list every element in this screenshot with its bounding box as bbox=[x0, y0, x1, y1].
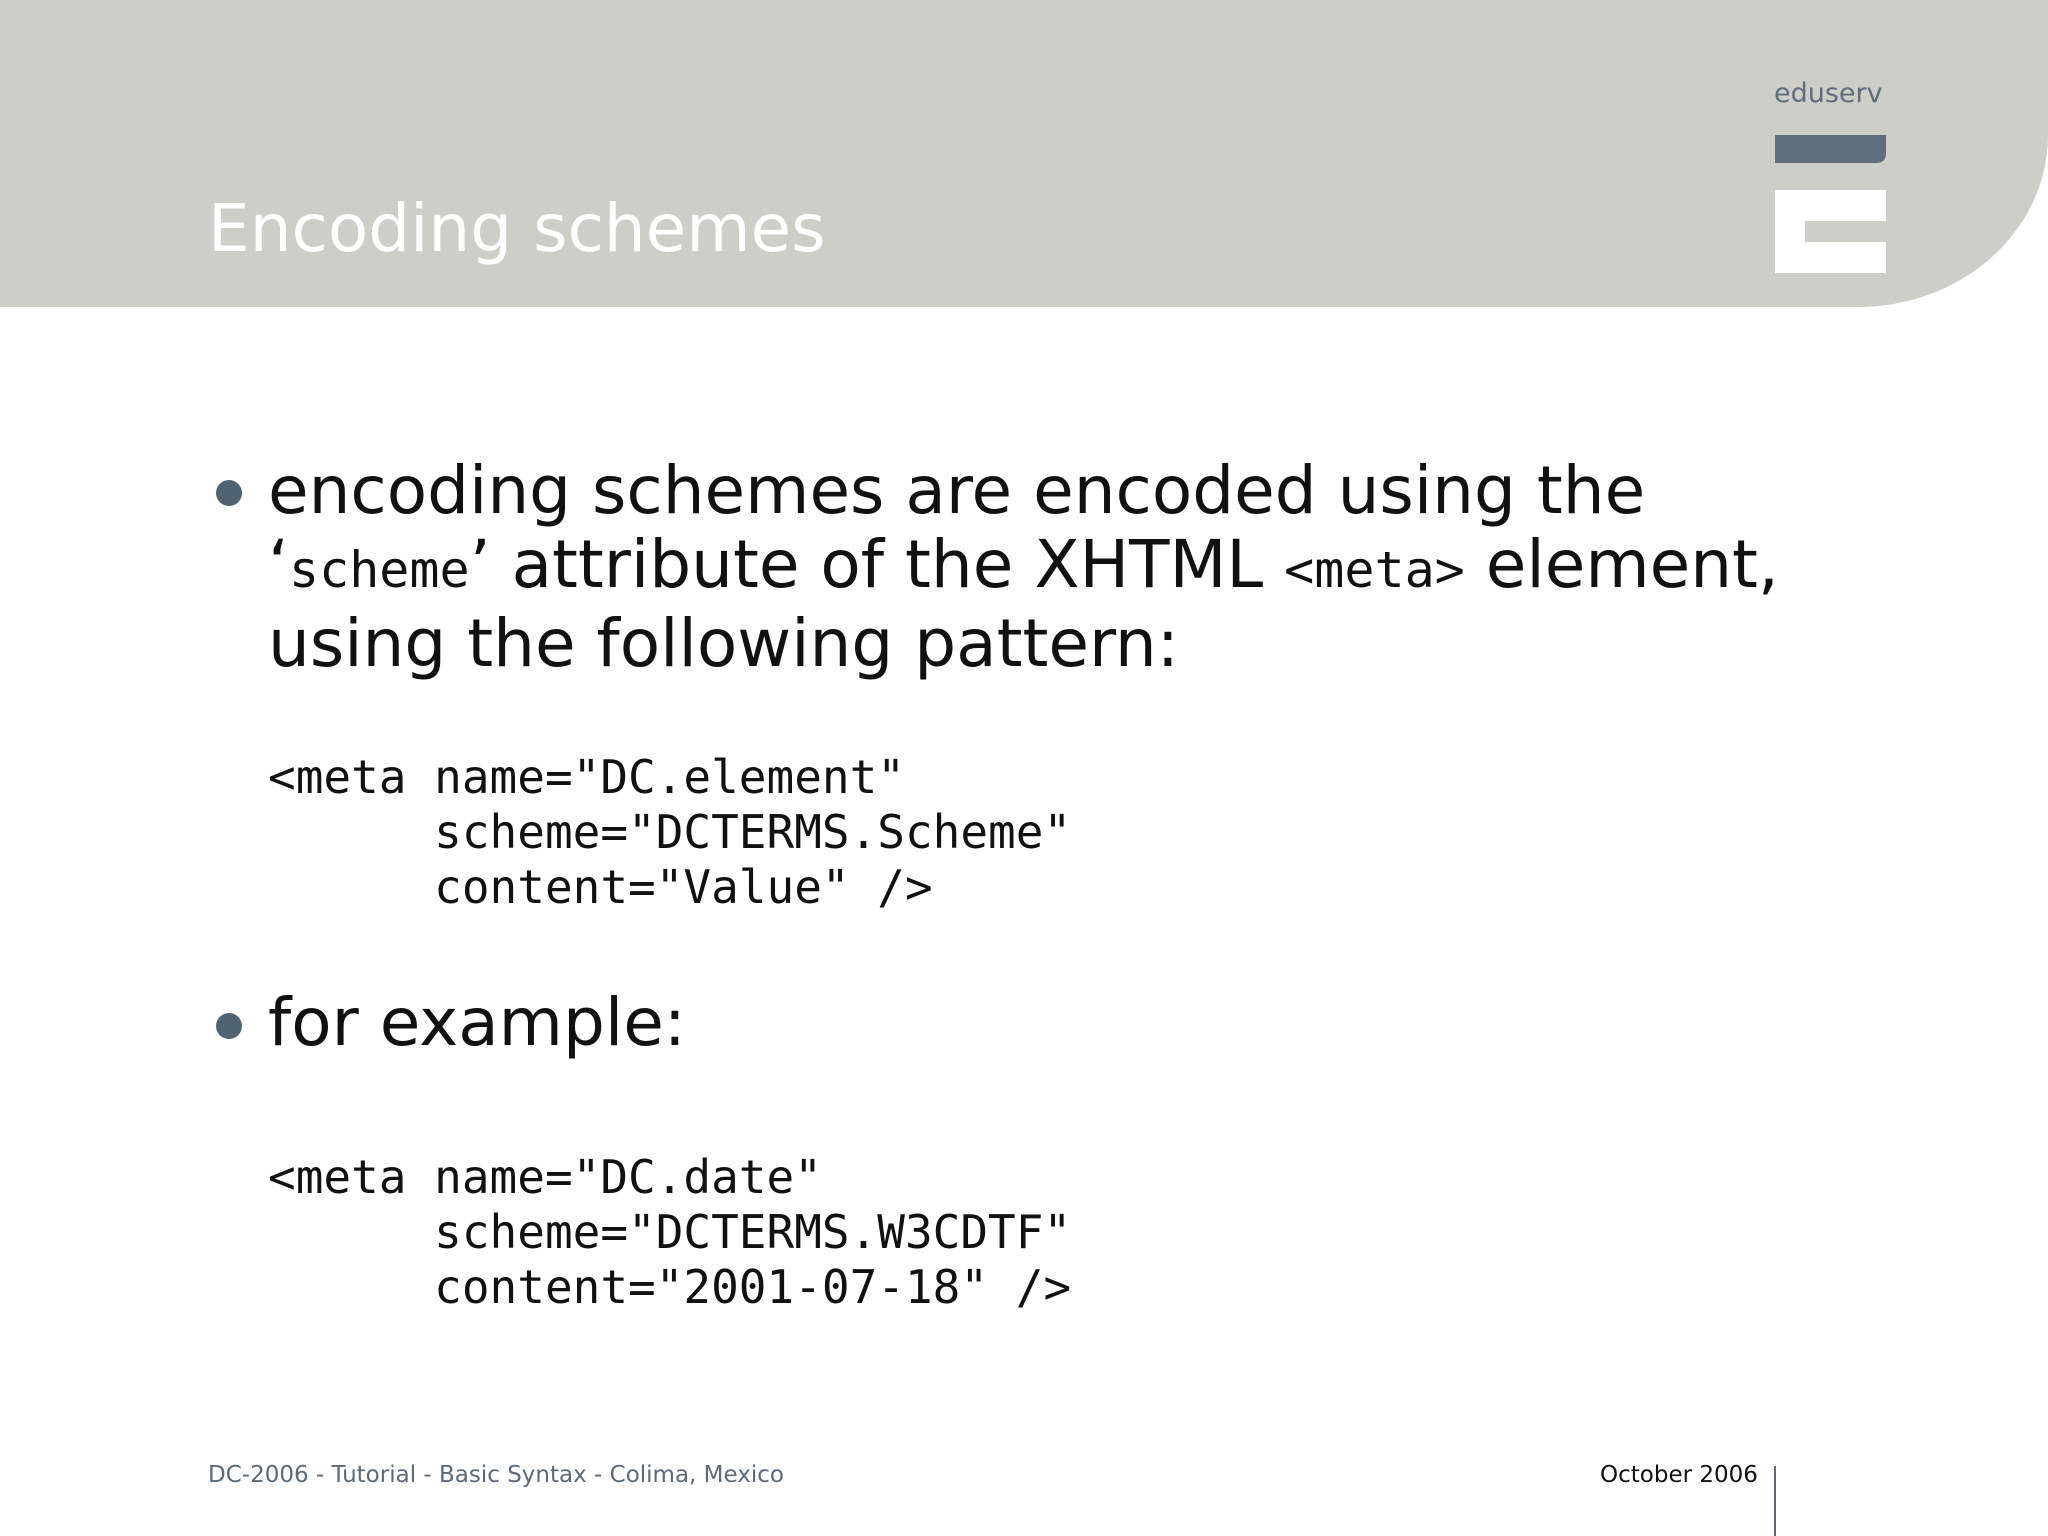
code-block-pattern bbox=[268, 750, 1071, 915]
bullet-1-line-2-end: element, bbox=[1464, 526, 1779, 603]
logo-text: eduserv bbox=[1774, 78, 1883, 109]
bullet-1-line-1: encoding schemes are encoded using the bbox=[268, 452, 1646, 529]
bullet-1-text bbox=[268, 454, 1779, 681]
footer-date: October 2006 bbox=[1600, 1462, 1758, 1488]
bullet-2-line-1: for example: bbox=[268, 984, 687, 1061]
bullet-2-text bbox=[268, 986, 686, 1060]
inline-code-meta: <meta> bbox=[1284, 541, 1465, 599]
bullet-1-line-2-mid: ’ attribute of the XHTML bbox=[469, 526, 1285, 603]
code-block-example bbox=[268, 1150, 1071, 1315]
eduserv-logo-icon bbox=[1775, 135, 1886, 273]
quote-open: ‘ bbox=[268, 526, 289, 603]
code-line: scheme="DCTERMS.Scheme" bbox=[268, 805, 1072, 859]
footer-event-label: DC-2006 - Tutorial - Basic Syntax - Colima, Mexico bbox=[208, 1462, 784, 1488]
code-line: <meta name="DC.date" bbox=[268, 1150, 822, 1204]
code-line: scheme="DCTERMS.W3CDTF" bbox=[268, 1205, 1072, 1259]
code-line: content="Value" /> bbox=[268, 860, 933, 914]
bullet-dot-icon bbox=[216, 1013, 242, 1039]
slide-header bbox=[0, 0, 2048, 307]
inline-code-scheme: scheme bbox=[288, 541, 470, 599]
footer-divider bbox=[1774, 1466, 1776, 1536]
bullet-dot-icon bbox=[216, 480, 242, 506]
bullet-1-line-3: using the following pattern: bbox=[268, 605, 1179, 682]
slide-title: Encoding schemes bbox=[208, 190, 826, 267]
code-line: <meta name="DC.element" bbox=[268, 750, 905, 804]
code-line: content="2001-07-18" /> bbox=[268, 1260, 1072, 1314]
